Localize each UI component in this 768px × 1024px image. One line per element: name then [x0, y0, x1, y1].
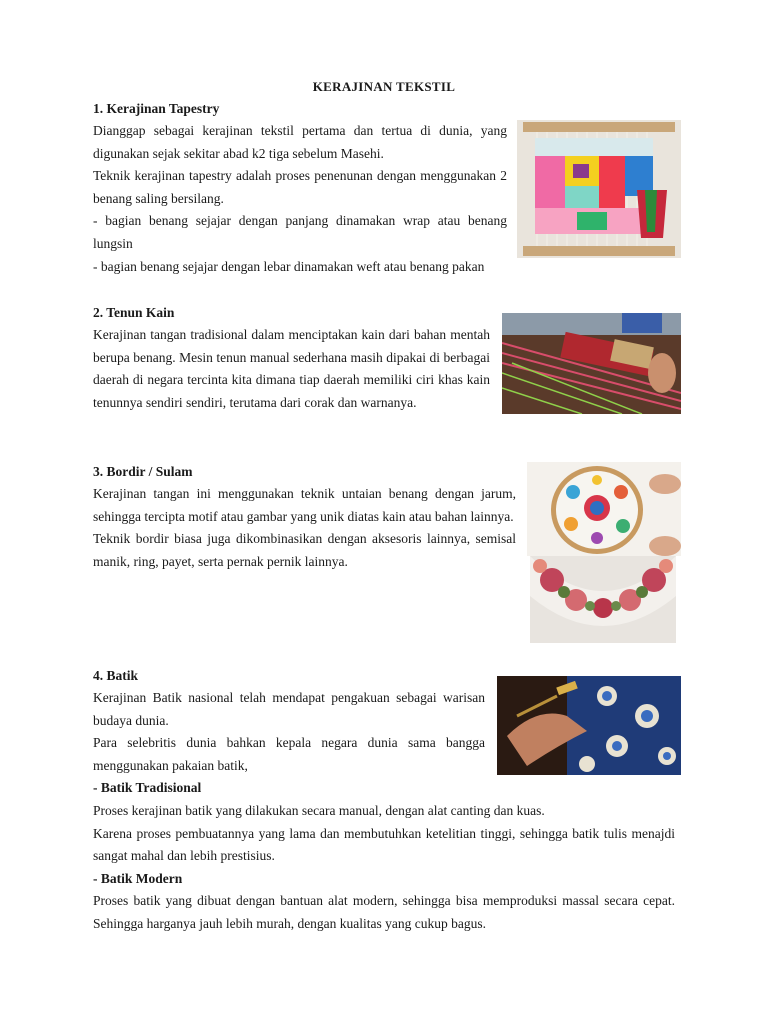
section-heading: 4. Batik — [93, 668, 139, 683]
subsection-heading: - Batik Tradisional — [93, 780, 202, 796]
paragraph: - bagian benang sejajar dengan lebar dinamakan weft atau benang pakan — [93, 258, 485, 274]
paragraph: Kerajinan Batik nasional telah mendapat pengakuan sebagai warisan budaya dunia. — [93, 690, 485, 728]
paragraph: Teknik bordir biasa juga dikombinasikan dengan aksesoris lainnya, semisal manik, ring, payet, serta pernak pernik lainnya. — [93, 531, 516, 569]
paragraph: Proses batik yang dibuat dengan bantuan alat modern, sehingga bisa memproduksi massal secara cepat. Sehingga harganya jauh lebih murah, dengan kualitas yang cukup bagus. — [93, 893, 675, 931]
paragraph: Kerajinan tangan ini menggunakan teknik untaian benang dengan jarum, sehingga tercipta motif atau gambar yang unik diatas kain atau bahan lainnya. — [93, 486, 516, 524]
section-tenun — [93, 302, 490, 414]
batik-intro — [93, 687, 485, 777]
paragraph: Kerajinan tangan tradisional dalam menciptakan kain dari bahan mentah berupa benang. Mesin tenun manual sederhana masih dipakai di berbagai daerah di negara tercinta kita dimana tiap daerah memiliki ciri khas kain tenunnya sendiri sendiri, terutama dari corak dan warnanya. — [93, 327, 490, 410]
embroidery-hoop-image — [527, 462, 681, 556]
subsection-heading: - Batik Modern — [93, 870, 183, 886]
weaving-loom-image — [502, 313, 681, 414]
section-heading: 2. Tenun Kain — [93, 305, 175, 320]
paragraph: Teknik kerajinan tapestry adalah proses penenunan dengan menggunakan 2 benang saling bersilang. — [93, 168, 507, 206]
embroidered-collar-image — [530, 556, 676, 643]
batik-canting-image — [497, 676, 681, 775]
section-bordir — [93, 461, 516, 573]
section-heading: 1. Kerajinan Tapestry — [93, 101, 220, 116]
paragraph: Dianggap sebagai kerajinan tekstil pertama dan tertua di dunia, yang digunakan sejak sekitar abad k2 tiga sebelum Masehi. — [93, 123, 507, 161]
document-title: KERAJINAN TEKSTIL — [312, 79, 456, 94]
paragraph: - bagian benang sejajar dengan panjang dinamakan wrap atau benang lungsin — [93, 213, 507, 251]
paragraph: Karena proses pembuatannya yang lama dan membutuhkan ketelitian tinggi, sehingga batik tulis menajdi sangat mahal dan lebih prestisius. — [93, 825, 675, 864]
section-heading: 3. Bordir / Sulam — [93, 464, 193, 479]
paragraph: Para selebritis dunia bahkan kepala negara dunia sama bangga menggunakan pakaian batik, — [93, 735, 485, 773]
section-tapestry — [93, 98, 507, 278]
paragraph: Proses kerajinan batik yang dilakukan secara manual, dengan alat canting dan kuas. — [93, 802, 545, 818]
tapestry-loom-image — [517, 120, 681, 258]
